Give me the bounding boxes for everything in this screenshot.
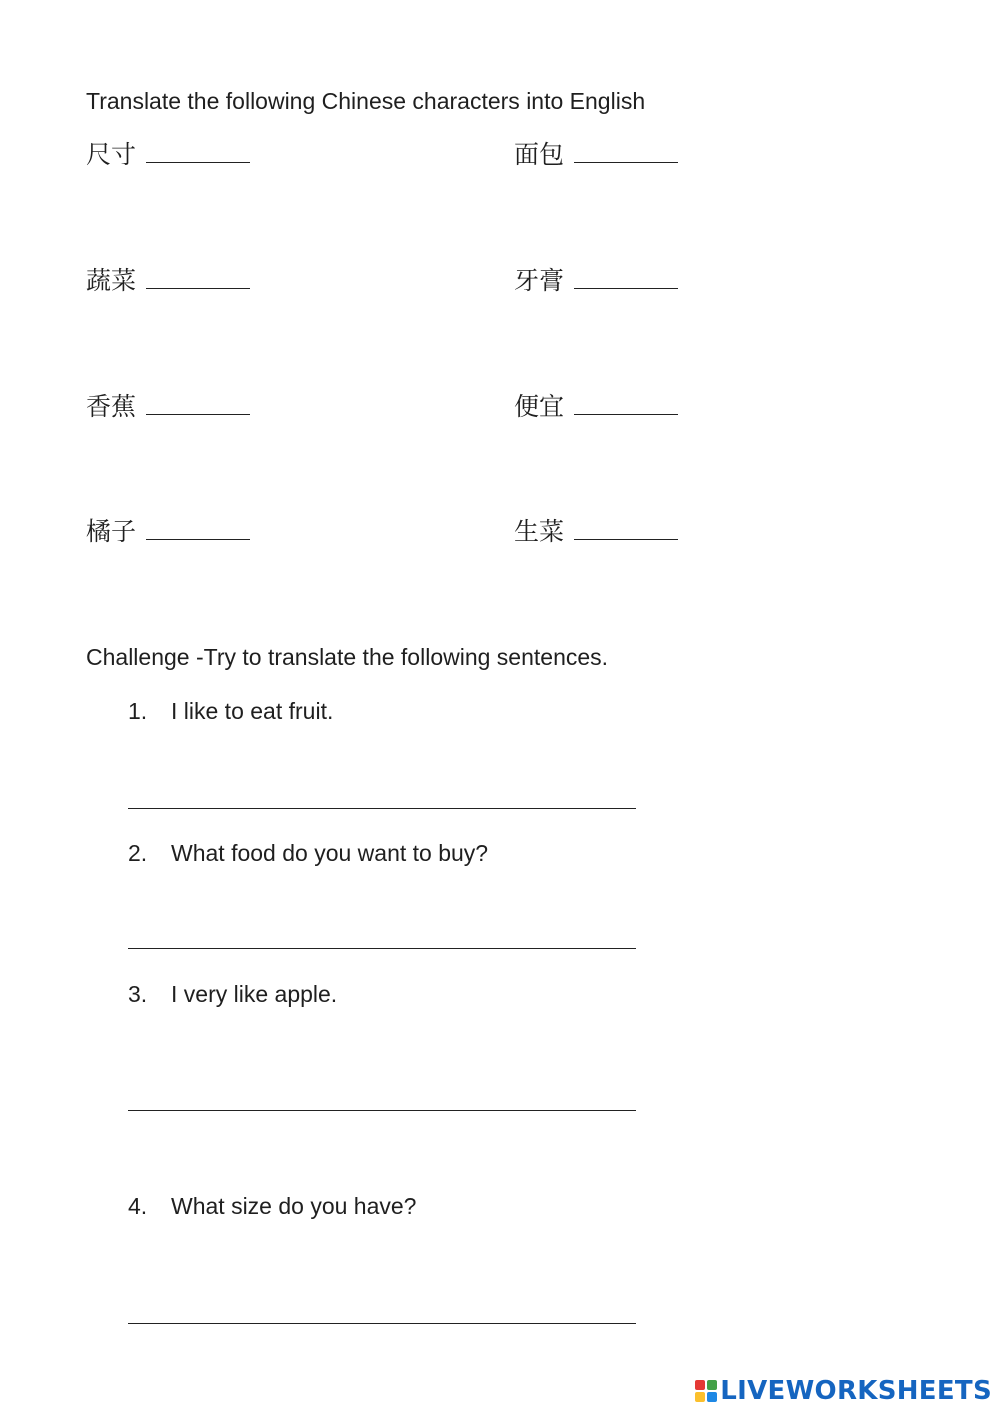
question-number: 4. bbox=[128, 1193, 148, 1219]
question-number: 2. bbox=[128, 840, 148, 866]
logo-mark-icon bbox=[695, 1380, 717, 1402]
answer-line[interactable] bbox=[128, 808, 636, 809]
vocab-item bbox=[514, 395, 678, 420]
vocab-word: 蔬菜 bbox=[86, 267, 137, 295]
vocab-item bbox=[514, 269, 678, 294]
logo-square bbox=[695, 1380, 705, 1390]
answer-blank[interactable] bbox=[146, 537, 250, 540]
question-text: What size do you have? bbox=[171, 1193, 417, 1219]
vocab-item bbox=[86, 143, 250, 168]
vocab-word: 香蕉 bbox=[86, 393, 137, 421]
answer-line[interactable] bbox=[128, 1323, 636, 1324]
answer-blank[interactable] bbox=[574, 286, 678, 289]
question-text: I like to eat fruit. bbox=[171, 698, 334, 724]
logo-square bbox=[707, 1380, 717, 1390]
vocab-word: 尺寸 bbox=[86, 141, 137, 169]
answer-blank[interactable] bbox=[574, 412, 678, 415]
answer-blank[interactable] bbox=[146, 160, 250, 163]
vocab-item bbox=[514, 520, 678, 545]
challenge-heading: Challenge -Try to translate the following sentences. bbox=[86, 644, 609, 670]
vocab-item bbox=[86, 395, 250, 420]
vocab-word: 生菜 bbox=[514, 518, 565, 546]
instructions-heading: Translate the following Chinese characters into English bbox=[86, 88, 646, 114]
liveworksheets-logo bbox=[695, 1376, 992, 1406]
vocab-word: 面包 bbox=[514, 141, 565, 169]
question-text: I very like apple. bbox=[171, 981, 338, 1007]
question-text: What food do you want to buy? bbox=[171, 840, 489, 866]
vocab-item bbox=[514, 143, 678, 168]
vocab-word: 牙膏 bbox=[514, 267, 565, 295]
logo-square bbox=[707, 1392, 717, 1402]
answer-line[interactable] bbox=[128, 948, 636, 949]
answer-blank[interactable] bbox=[574, 537, 678, 540]
vocab-item bbox=[86, 520, 250, 545]
question-number: 1. bbox=[128, 698, 148, 724]
answer-blank[interactable] bbox=[146, 286, 250, 289]
answer-blank[interactable] bbox=[146, 412, 250, 415]
vocab-item bbox=[86, 269, 250, 294]
logo-text: LIVEWORKSHEETS bbox=[720, 1376, 992, 1406]
vocab-word: 便宜 bbox=[514, 393, 565, 421]
logo-square bbox=[695, 1392, 705, 1402]
question-number: 3. bbox=[128, 981, 148, 1007]
vocab-word: 橘子 bbox=[86, 518, 137, 546]
answer-line[interactable] bbox=[128, 1110, 636, 1111]
answer-blank[interactable] bbox=[574, 160, 678, 163]
